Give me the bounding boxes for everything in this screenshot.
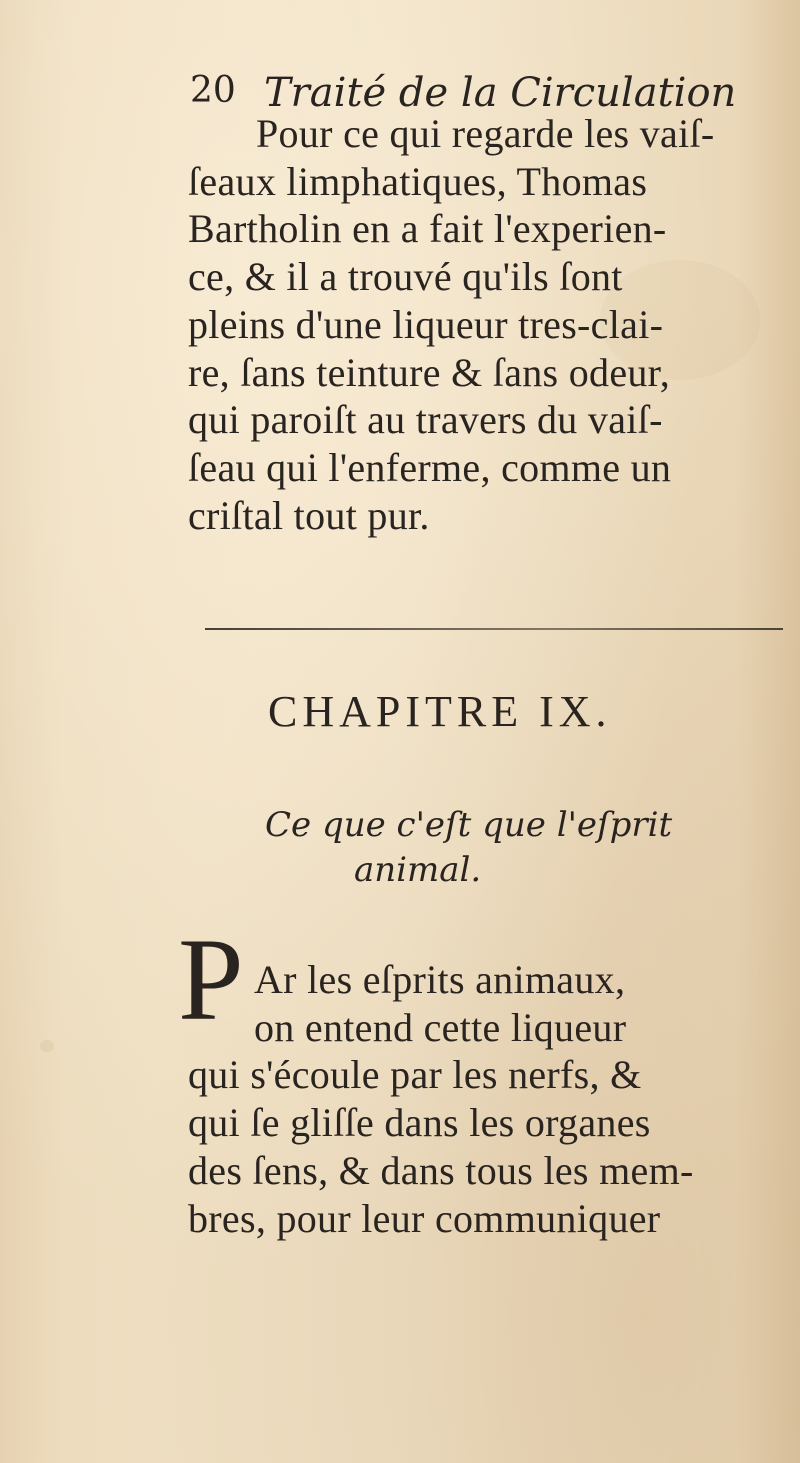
text-line: criſtal tout pur. <box>188 492 430 538</box>
text-line: ſeau qui l'enferme, comme un <box>188 444 672 490</box>
text-line: Ar les eſprits animaux, <box>254 957 626 1002</box>
text-line: pleins d'une liqueur tres-clai- <box>188 301 664 347</box>
chapter-subtitle-line-2: animal. <box>354 850 482 890</box>
text-line: qui paroiſt au travers du vaiſ- <box>188 397 663 443</box>
text-line: qui s'écoule par les nerfs, & <box>188 1052 642 1098</box>
section-divider-rule <box>205 628 783 630</box>
drop-cap: P <box>178 914 244 1045</box>
text-line: bres, pour leur communiquer <box>188 1195 661 1241</box>
paragraph-lymphatics <box>188 110 715 539</box>
text-line: qui ſe gliſſe dans les organes <box>188 1100 651 1146</box>
text-line: Bartholin en a fait l'experien- <box>188 206 667 252</box>
text-line: Pour ce qui regarde les vaiſ- <box>256 111 715 156</box>
chapter-heading: CHAPITRE IX. <box>268 687 612 736</box>
chapter-subtitle-line-1: Ce que c'eſt que l'eſprit <box>265 805 673 845</box>
text-line: des ſens, & dans tous les mem- <box>188 1147 694 1193</box>
text-line: on entend cette liqueur <box>254 1004 627 1050</box>
text-line: re, ſans teinture & ſans odeur, <box>188 349 670 395</box>
text-line: ſeaux limphatiques, Thomas <box>188 158 648 204</box>
page-number: 20 <box>190 70 236 111</box>
paragraph-animal-spirits <box>188 956 694 1242</box>
running-title: Traité de la Circulation <box>264 70 737 116</box>
paper-stain <box>40 1040 54 1052</box>
text-line: ce, & il a trouvé qu'ils ſont <box>188 254 623 300</box>
